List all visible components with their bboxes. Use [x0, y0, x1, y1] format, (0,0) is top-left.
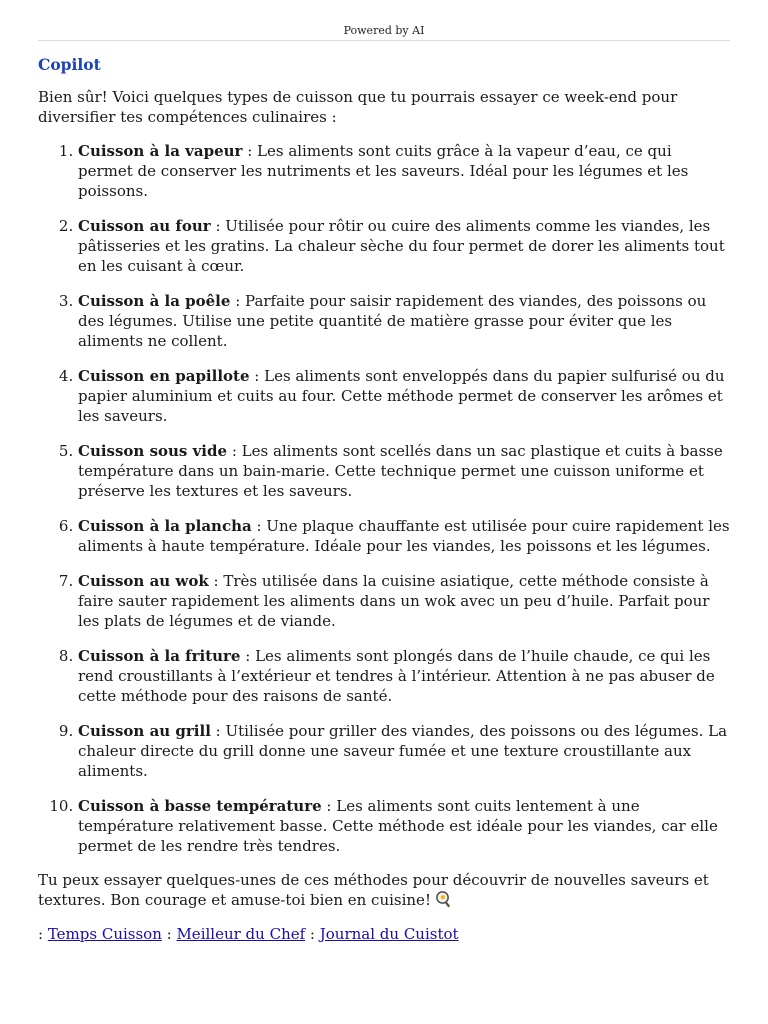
list-item-text: : Les aliments sont cuits lentement à une température relativement basse. Cette méthode est idéale pour les viandes, car elle permet de les rendre très tendres. [78, 797, 718, 855]
message-intro: Bien sûr! Voici quelques types de cuisson que tu pourrais essayer ce week-end pour diversifier tes compétences culinaires : [38, 88, 678, 126]
source-link-journal-du-cuistot[interactable]: Journal du Cuistot [319, 925, 459, 943]
cooking-methods-list [38, 141, 730, 856]
list-item-text: : Utilisée pour rôtir ou cuire des aliments comme les viandes, les pâtisseries et les gratins. La chaleur sèche du four permet de dorer les aliments tout en les cuisant à cœur. [78, 217, 725, 275]
sources-prefix: : [38, 925, 48, 943]
list-item-text: : Les aliments sont plongés dans de l’huile chaude, ce qui les rend croustillants à l’extérieur et tendres à l’intérieur. Attention à ne pas abuser de cette méthode pour des raisons de santé. [78, 647, 715, 705]
sources-line [38, 924, 730, 944]
list-item-title: Cuisson au four [78, 217, 211, 235]
outro-text: Tu peux essayer quelques-unes de ces méthodes pour découvrir de nouvelles saveurs et textures. Bon courage et amuse-toi bien en cuisine! [38, 871, 709, 909]
list-item-text: : Très utilisée dans la cuisine asiatique, cette méthode consiste à faire sauter rapidement les aliments dans un wok avec un peu d’huile. Parfait pour les plats de légumes et de viande. [78, 572, 710, 630]
list-item [78, 291, 730, 351]
list-item-title: Cuisson à la vapeur [78, 142, 243, 160]
list-item-title: Cuisson au grill [78, 722, 211, 740]
powered-by-text: Powered by AI [343, 24, 425, 37]
list-item-text: : Les aliments sont scellés dans un sac plastique et cuits à basse température dans un bain-marie. Cette technique permet une cuisson uniforme et préserve les textures et les saveurs. [78, 442, 723, 500]
source-link-temps-cuisson[interactable]: Temps Cuisson [47, 925, 162, 943]
list-item [78, 216, 730, 276]
sources-separator: : [161, 925, 177, 943]
message-outro [38, 870, 730, 910]
list-item-text: : Les aliments sont enveloppés dans du papier sulfurisé ou du papier aluminium et cuits au four. Cette méthode permet de conserver les arômes et les saveurs. [78, 367, 725, 425]
list-item [78, 571, 730, 631]
list-item-title: Cuisson sous vide [78, 442, 228, 460]
list-item [78, 366, 730, 426]
list-item [78, 516, 730, 556]
source-link-meilleur-du-chef[interactable]: Meilleur du Chef [176, 925, 306, 943]
list-item-text: : Utilisée pour griller des viandes, des poissons ou des légumes. La chaleur directe du grill donne une saveur fumée et une texture croustillante aux aliments. [78, 722, 728, 780]
list-item-title: Cuisson à basse température [78, 797, 322, 815]
frying-pan-egg-icon [435, 890, 453, 908]
list-item-title: Cuisson au wok [78, 572, 209, 590]
list-item-title: Cuisson à la plancha [78, 517, 252, 535]
list-item [78, 646, 730, 706]
list-item [78, 441, 730, 501]
sources-separator: : [305, 925, 320, 943]
author-name: Copilot [38, 55, 101, 74]
list-item-title: Cuisson à la poêle [78, 292, 231, 310]
list-item [78, 721, 730, 781]
list-item-text: : Parfaite pour saisir rapidement des viandes, des poissons ou des légumes. Utilise une petite quantité de matière grasse pour éviter que les aliments ne collent. [78, 292, 707, 350]
list-item-title: Cuisson à la friture [78, 647, 241, 665]
powered-by-banner [38, 22, 730, 41]
list-item [78, 141, 730, 201]
list-item-text: : Une plaque chauffante est utilisée pour cuire rapidement les aliments à haute température. Idéale pour les viandes, les poissons et les légumes. [78, 517, 730, 555]
list-item-text: : Les aliments sont cuits grâce à la vapeur d’eau, ce qui permet de conserver les nutriments et les saveurs. Idéal pour les légumes et les poissons. [78, 142, 689, 200]
chat-message [38, 53, 730, 944]
list-item-title: Cuisson en papillote [78, 367, 250, 385]
list-item [78, 796, 730, 856]
